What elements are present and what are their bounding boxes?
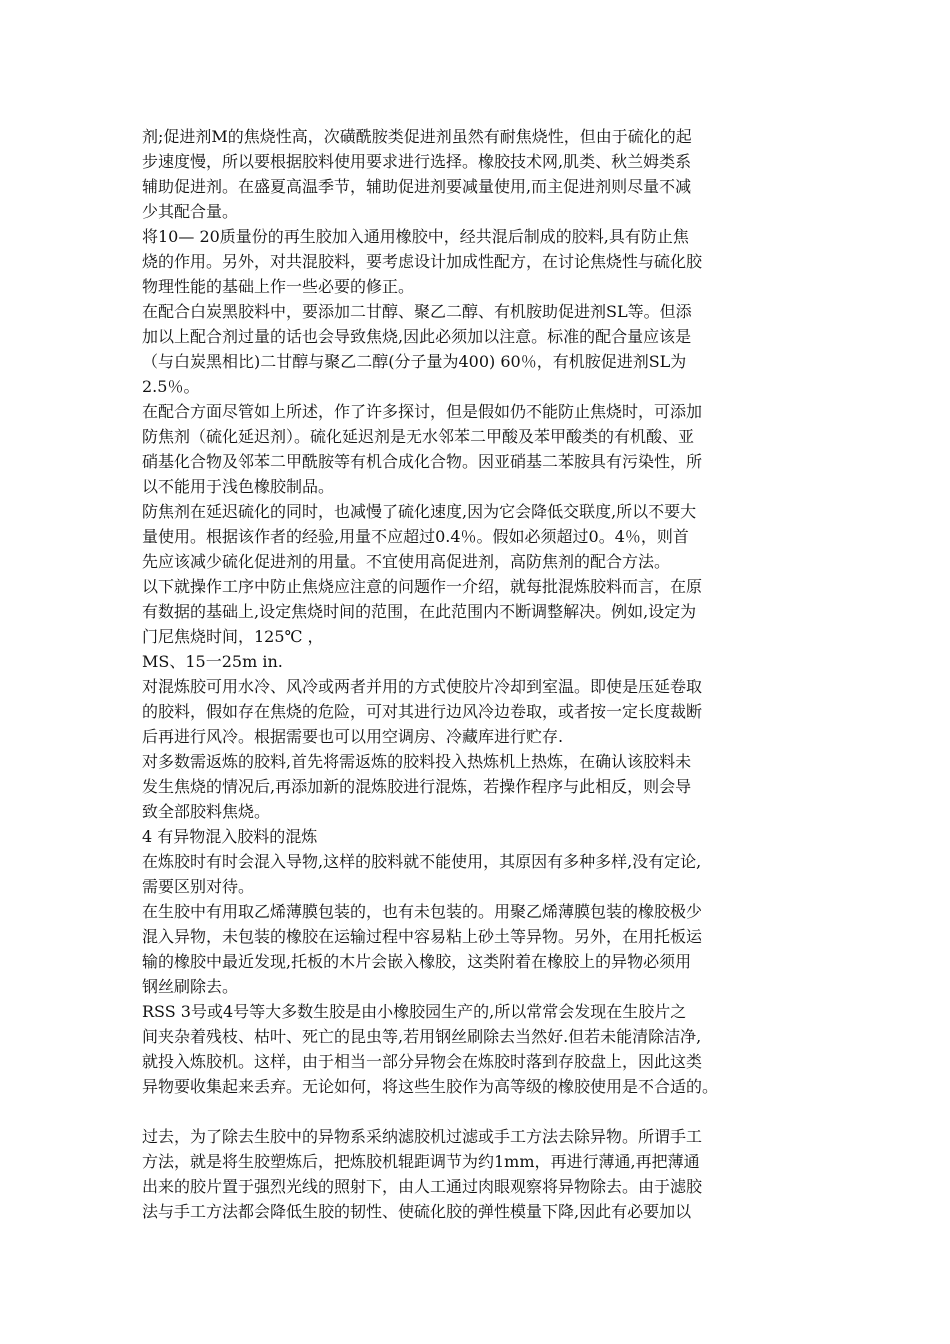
paragraph-rss-grades: RSS 3号或4号等大多数生胶是由小橡胶园生产的,所以常常会发现在生胶片之 间夹杂着残枝、枯叶、死亡的昆虫等,若用钢丝刷除去当然好.但若未能清除洁净, 就投入炼胶机。这样，由于相当一部分异物会在炼胶时落到存胶盘上，因此这类 异物要收集起来丢弃。无论如何，将这些生胶作为高等级的橡胶使用是不合适的。 [142, 1002, 719, 1096]
paragraph-foreign-matter-intro: 在炼胶时有时会混入导物,这样的胶料就不能使用，其原因有多种多样,没有定论, 需要区别对待。 [142, 852, 702, 896]
paragraph-packaging: 在生胶中有用取乙烯薄膜包装的，也有未包装的。用聚乙烯薄膜包装的橡胶极少 混入异物，未包装的橡胶在运输过程中容易粘上砂土等异物。另外，在用托板运 输的橡胶中最近发现,托板的木片会嵌入橡胶，这类附着在橡胶上的异物必须用 钢丝刷除去。 [142, 902, 703, 996]
paragraph-reclaimed-rubber: 将10— 20质量份的再生胶加入通用橡胶中，经共混后制成的胶料,具有防止焦 烧的作用。另外，对共混胶料，要考虑设计加成性配方，在讨论焦烧性与硫化胶 物理性能的基础上作一些必要的修正。 [142, 227, 703, 296]
paragraph-accelerator-selection: 剂;促进剂M的焦烧性高，次磺酰胺类促进剂虽然有耐焦烧性，但由于硫化的起 步速度慢，所以要根据胶料使用要求进行选择。橡胶技术网,肌类、秋兰姆类系 辅助促进剂。在盛夏高温季节，辅助促进剂要减量使用,而主促进剂则尽量不减 少其配合量。 [142, 127, 692, 221]
paragraph-mooney-spec: MS、15一25m in. [142, 652, 283, 671]
paragraph-remilling: 对多数需返炼的胶料,首先将需返炼的胶料投入热炼机上热炼，在确认该胶料未 发生焦烧的情况后,再添加新的混炼胶进行混炼，若操作程序与此相反，则会导 致全部胶料焦烧。 [142, 752, 692, 821]
paragraph-spacer [142, 1099, 822, 1124]
paragraph-cooling: 对混炼胶可用水冷、风冷或两者并用的方式使胶片冷却到室温。即使是压延卷取 的胶料，假如存在焦烧的危险，可对其进行边风冷边卷取，或者按一定长度裁断 后再进行风冷。根据需要也可以用空调房、冷藏库进行贮存. [142, 677, 703, 746]
section-heading-foreign-matter: 4 有异物混入胶料的混炼 [142, 827, 318, 846]
paragraph-process-control: 以下就操作工序中防止焦烧应注意的问题作一介绍，就每批混炼胶料而言，在原 有数据的基础上,设定焦烧时间的范围，在此范围内不断调整解决。例如,设定为 门尼焦烧时间，125℃ ， [142, 577, 703, 646]
paragraph-removal-methods: 过去，为了除去生胶中的异物系采纳滤胶机过滤或手工方法去除异物。所谓手工 方法，就是将生胶塑炼后，把炼胶机辊距调节为约1mm，再进行薄通,再把薄通 出来的胶片置于强烈光线的照射下，由人工通过肉眼观察将异物除去。由于滤胶 法与手工方法都会降低生胶的韧性、使硫化胶的弹性模量下降,因此有必要加以 [142, 1127, 703, 1221]
paragraph-retarder-dosage: 防焦剂在延迟硫化的同时，也减慢了硫化速度,因为它会降低交联度,所以不要大 量使用。根据该作者的经验,用量不应超过0.4％。假如必须超过0。4％，则首 先应该减少硫化促进剂的用量。不宜使用高促进剂，高防焦剂的配合方法。 [142, 502, 697, 571]
document-body [142, 124, 822, 1224]
paragraph-retarder: 在配合方面尽管如上所述，作了许多探讨，但是假如仍不能防止焦烧时，可添加 防焦剂（硫化延迟剂）。硫化延迟剂是无水邻苯二甲酸及苯甲酸类的有机酸、亚 硝基化合物及邻苯二甲酰胺等有机合成化合物。因亚硝基二苯胺具有污染性，所 以不能用于浅色橡胶制品。 [142, 402, 703, 496]
paragraph-silica-compound: 在配合白炭黑胶料中，要添加二甘醇、聚乙二醇、有机胺助促进剂SL等。但添 加以上配合剂过量的话也会导致焦烧,因此必须加以注意。标准的配合量应该是 （与白炭黑相比)二甘醇与聚乙二醇(分子量为400) 60％，有机胺促进剂SL为 2.5％。 [142, 302, 692, 396]
